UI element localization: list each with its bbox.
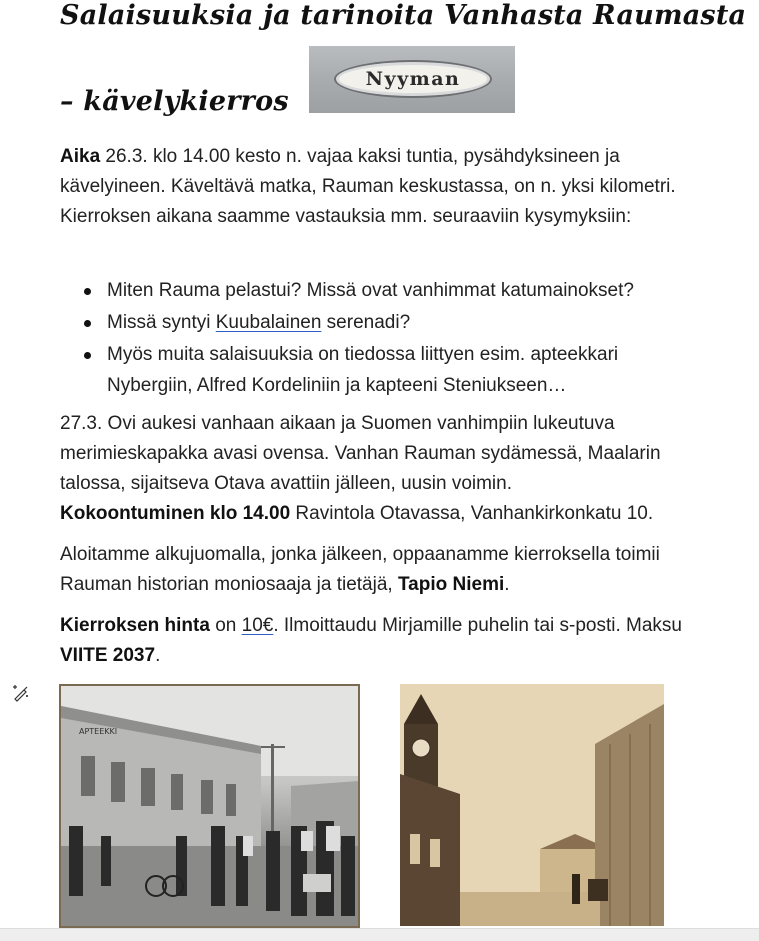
document-title-line-2: – kävelykierros (60, 86, 289, 117)
price-paragraph: Kierroksen hinta on 10€. Ilmoittaudu Mirjamille puhelin tai s-posti. Maksu VIITE 2037. (60, 615, 683, 666)
aika-label: Aika (60, 146, 101, 167)
meeting-label: Kokoontuminen klo 14.00 (60, 503, 291, 524)
pharmacy-sign: APTEEKKI (79, 727, 118, 736)
kuubalainen-link[interactable]: Kuubalainen (215, 312, 322, 333)
status-bar (0, 928, 759, 941)
nameplate-text: Nyyman (334, 60, 492, 98)
list-item: Miten Rauma pelastui? Missä ovat vanhimmat katumainokset? (60, 275, 700, 306)
list-item: Missä syntyi Kuubalainen serenadi? (60, 307, 700, 338)
document-title-line-1: Salaisuuksia ja tarinoita Vanhasta Raumasta (60, 0, 747, 31)
otava-paragraph: 27.3. Ovi aukesi vanhaan aikaan ja Suomen vanhimpiin lukeutuva merimieskapakka avasi ovensa. Vanhan Rauman sydämessä, Maalarin talossa, sijaitseva Otava avattiin jälleen, uusin voimin. Kokoontuminen klo 14.00 Ravintola Otavassa, Vanhankirkonkatu 10. (60, 413, 661, 524)
historic-street-photo (400, 684, 664, 926)
intro-text: 26.3. klo 14.00 kesto n. vajaa kaksi tuntia, pysähdyksineen ja kävelyineen. Käveltävä matka, Rauman keskustassa, on n. yksi kilometri. Kierroksen aikana saamme vastauksia mm. seuraaviin kysymyksiin: (60, 146, 676, 227)
meeting-text: Ravintola Otavassa, Vanhankirkonkatu 10. (290, 503, 654, 524)
guide-name: Tapio Niemi (397, 574, 505, 595)
price-label: Kierroksen hinta (60, 615, 210, 636)
bullet-icon (84, 320, 91, 327)
reference-number: VIITE 2037 (60, 645, 156, 666)
magic-wand-icon[interactable] (11, 683, 31, 703)
guide-paragraph: Aloitamme alkujuomalla, jonka jälkeen, oppaanamme kierroksella toimii Rauman historian moniosaaja ja tietäjä, Tapio Niemi. (60, 544, 660, 595)
intro-paragraph (60, 142, 700, 232)
price-value: 10€ (241, 615, 274, 636)
bullet-icon (84, 288, 91, 295)
historic-pharmacy-photo (59, 684, 360, 928)
question-list (60, 275, 700, 402)
list-item: Myös muita salaisuuksia on tiedossa liittyen esim. apteekkari Nybergiin, Alfred Kordeliniin ja kapteeni Steniukseen… (60, 339, 700, 401)
nameplate-photo (309, 46, 515, 113)
bullet-icon (84, 352, 91, 359)
